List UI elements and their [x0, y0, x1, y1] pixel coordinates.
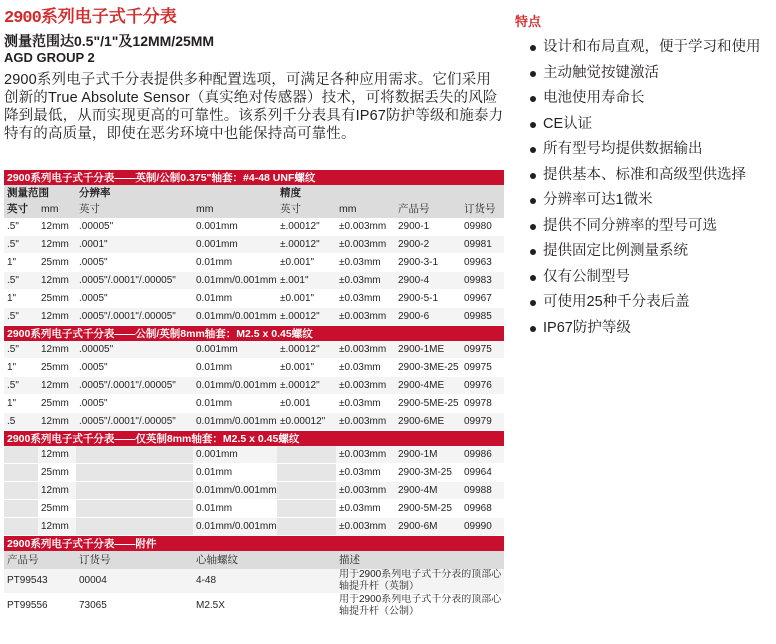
resolution-mm-cell: 0.01mm/0.001mm — [193, 308, 277, 326]
agd-group: AGD GROUP 2 — [4, 50, 95, 65]
range-mm-cell: 12mm — [38, 377, 76, 395]
resolution-mm-cell: 0.01mm/0.001mm — [193, 413, 277, 431]
resolution-inch-cell — [76, 500, 193, 518]
resolution-inch-cell — [76, 518, 193, 536]
accessory-row — [4, 594, 504, 619]
header-inch: 英寸 — [4, 200, 38, 218]
range-inch-cell: .5 — [4, 413, 38, 431]
section-title: 2900系列电子式千分表——英制/公制0.375"轴套：#4-48 UNF螺纹 — [4, 170, 504, 185]
order-number-cell: 09981 — [461, 236, 504, 254]
part-number-cell: 2900-6 — [395, 308, 461, 326]
bullet-icon — [530, 71, 536, 77]
range-inch-cell — [4, 446, 38, 464]
part-number-cell: 2900-4 — [395, 272, 461, 290]
part-number-cell: 2900-3M-25 — [395, 464, 461, 482]
part-number-cell: 2900-1ME — [395, 341, 461, 359]
acc-header-desc: 描述 — [336, 551, 504, 569]
accuracy-inch-cell — [277, 464, 336, 482]
accuracy-mm-cell: ±0.03mm — [336, 464, 395, 482]
resolution-mm-cell: 0.01mm/0.001mm — [193, 377, 277, 395]
bullet-icon — [530, 224, 536, 230]
part-number-cell: 2900-3-1 — [395, 254, 461, 272]
accuracy-mm-cell: ±0.003mm — [336, 446, 395, 464]
accuracy-mm-cell: ±0.003mm — [336, 413, 395, 431]
table-row — [4, 290, 504, 308]
range-inch-cell: .5" — [4, 218, 38, 236]
accuracy-mm-cell: ±0.003mm — [336, 308, 395, 326]
table-row — [4, 308, 504, 326]
feature-item — [515, 191, 771, 210]
range-inch-cell: .5" — [4, 236, 38, 254]
resolution-inch-cell: .0005"/.0001"/.00005" — [76, 413, 193, 431]
resolution-inch-cell: .0005"/.0001"/.00005" — [76, 272, 193, 290]
part-number-cell: 2900-4M — [395, 482, 461, 500]
accessory-description: 用于2900系列电子式千分表的顶部心轴提升杆（公制） — [339, 594, 502, 617]
order-number-cell: 09978 — [461, 395, 504, 413]
header-part-number: 产品号 — [395, 200, 461, 218]
table-row — [4, 395, 504, 413]
resolution-inch-cell: .00005" — [76, 218, 193, 236]
header-accuracy: 精度 — [277, 185, 395, 200]
feature-text: 主动触觉按键激活 — [543, 64, 659, 81]
table-row — [4, 500, 504, 518]
accuracy-inch-cell: ±0.001 — [277, 395, 336, 413]
range-inch-cell: .5" — [4, 272, 38, 290]
feature-item — [515, 89, 771, 108]
order-number-cell: 09988 — [461, 482, 504, 500]
table-row — [4, 218, 504, 236]
resolution-mm-cell: 0.001mm — [193, 236, 277, 254]
resolution-inch-cell: .0005"/.0001"/.00005" — [76, 308, 193, 326]
range-mm-cell: 25mm — [38, 290, 76, 308]
resolution-mm-cell: 0.001mm — [193, 218, 277, 236]
spec-table — [4, 170, 504, 619]
column-group-header — [4, 185, 504, 200]
bullet-icon — [530, 45, 536, 51]
order-number-cell: 09964 — [461, 464, 504, 482]
range-mm-cell: 25mm — [38, 254, 76, 272]
resolution-inch-cell — [76, 464, 193, 482]
part-number-cell: 2900-1M — [395, 446, 461, 464]
order-number-cell: 09967 — [461, 290, 504, 308]
section-header — [4, 431, 504, 447]
range-inch-cell — [4, 518, 38, 536]
features-title: 特点 — [515, 14, 542, 29]
feature-text: 可使用25种千分表后盖 — [543, 294, 690, 310]
feature-item — [515, 293, 771, 312]
range-mm-cell: 12mm — [38, 446, 76, 464]
resolution-mm-cell: 0.01mm — [193, 500, 277, 518]
acc-part-number-cell: PT99556 — [4, 594, 76, 619]
accuracy-inch-cell: ±.00012" — [277, 236, 336, 254]
feature-text: 所有型号均提供数据输出 — [543, 141, 703, 157]
order-number-cell: 09983 — [461, 272, 504, 290]
accuracy-inch-cell: ±.00012" — [277, 341, 336, 359]
header-resolution: 分辨率 — [76, 185, 277, 200]
part-number-cell: 2900-1 — [395, 218, 461, 236]
feature-item — [515, 64, 771, 83]
header-blank — [461, 185, 504, 200]
range-mm-cell: 12mm — [38, 218, 76, 236]
accuracy-mm-cell: ±0.003mm — [336, 482, 395, 500]
accuracy-mm-cell: ±0.03mm — [336, 500, 395, 518]
range-mm-cell: 25mm — [38, 500, 76, 518]
order-number-cell: 09990 — [461, 518, 504, 536]
feature-item — [515, 217, 771, 236]
header-order-number: 订货号 — [461, 200, 504, 218]
resolution-inch-cell: .0001" — [76, 236, 193, 254]
table-row — [4, 236, 504, 254]
accuracy-inch-cell: ±0.001" — [277, 254, 336, 272]
resolution-mm-cell: 0.01mm — [193, 254, 277, 272]
resolution-mm-cell: 0.01mm — [193, 290, 277, 308]
resolution-inch-cell — [76, 446, 193, 464]
accuracy-inch-cell: ±0.001" — [277, 290, 336, 308]
resolution-mm-cell: 0.01mm — [193, 464, 277, 482]
range-mm-cell: 25mm — [38, 464, 76, 482]
range-inch-cell: .5" — [4, 308, 38, 326]
accuracy-mm-cell: ±0.003mm — [336, 218, 395, 236]
feature-item — [515, 319, 771, 338]
range-mm-cell: 12mm — [38, 413, 76, 431]
features-list — [515, 38, 771, 338]
accuracy-mm-cell: ±0.003mm — [336, 377, 395, 395]
bullet-icon — [530, 96, 536, 102]
feature-item — [515, 242, 771, 261]
accuracy-inch-cell — [277, 518, 336, 536]
part-number-cell: 2900-5ME-25 — [395, 395, 461, 413]
acc-description-cell — [336, 594, 504, 619]
resolution-inch-cell: .0005" — [76, 395, 193, 413]
range-mm-cell: 25mm — [38, 359, 76, 377]
accessory-row — [4, 569, 504, 594]
feature-text: 分辨率可达1微米 — [543, 192, 653, 208]
order-number-cell: 09976 — [461, 377, 504, 395]
resolution-mm-cell: 0.01mm/0.001mm — [193, 272, 277, 290]
table-row — [4, 413, 504, 431]
range-inch-cell — [4, 500, 38, 518]
section-title: 2900系列电子式千分表——附件 — [4, 536, 504, 552]
bullet-icon — [530, 275, 536, 281]
range-inch-cell — [4, 464, 38, 482]
feature-text: 设计和布局直观，便于学习和使用 — [543, 39, 761, 55]
header-acc-inch: 英寸 — [277, 200, 336, 218]
table-row — [4, 254, 504, 272]
range-inch-cell — [4, 482, 38, 500]
bullet-icon — [530, 249, 536, 255]
product-intro — [4, 6, 504, 143]
feature-text: 电池使用寿命长 — [543, 90, 645, 106]
feature-item — [515, 38, 771, 57]
table-row — [4, 377, 504, 395]
acc-header-order: 订货号 — [76, 551, 193, 569]
accuracy-mm-cell: ±0.03mm — [336, 290, 395, 308]
feature-text: 提供固定比例测量系统 — [543, 243, 688, 259]
part-number-cell: 2900-5M-25 — [395, 500, 461, 518]
bullet-icon — [530, 147, 536, 153]
feature-item — [515, 115, 771, 134]
range-mm-cell: 12mm — [38, 308, 76, 326]
header-acc-mm: mm — [336, 200, 395, 218]
range-inch-cell: 1" — [4, 395, 38, 413]
header-range: 测量范围 — [4, 185, 76, 200]
resolution-mm-cell: 0.01mm — [193, 395, 277, 413]
section-title: 2900系列电子式千分表——仅英制8mm轴套：M2.5 x 0.45螺纹 — [4, 431, 504, 447]
accessory-column-header — [4, 551, 504, 569]
part-number-cell: 2900-3ME-25 — [395, 359, 461, 377]
bullet-icon — [530, 300, 536, 306]
accuracy-inch-cell: ±.001" — [277, 272, 336, 290]
resolution-mm-cell: 0.01mm/0.001mm — [193, 482, 277, 500]
table-row — [4, 272, 504, 290]
resolution-inch-cell: .0005" — [76, 359, 193, 377]
range-inch-cell: 1" — [4, 254, 38, 272]
accuracy-inch-cell — [277, 446, 336, 464]
range-mm-cell: 12mm — [38, 518, 76, 536]
measurement-range-subtitle: 测量范围达0.5"/1"及12MM/25MM — [4, 33, 215, 49]
header-blank — [395, 185, 461, 200]
accuracy-mm-cell: ±0.003mm — [336, 341, 395, 359]
product-title — [4, 6, 504, 30]
accuracy-inch-cell: ±.00012" — [277, 308, 336, 326]
accuracy-mm-cell: ±0.003mm — [336, 518, 395, 536]
resolution-mm-cell: 0.01mm — [193, 359, 277, 377]
feature-text: CE认证 — [543, 115, 593, 132]
section-header — [4, 326, 504, 342]
acc-thread-cell: M2.5X — [193, 594, 336, 619]
column-header — [4, 200, 504, 218]
range-inch-cell: .5" — [4, 377, 38, 395]
resolution-mm-cell: 0.001mm — [193, 341, 277, 359]
header-res-mm: mm — [193, 200, 277, 218]
feature-text: 提供不同分辨率的型号可选 — [543, 217, 717, 234]
bullet-icon — [530, 326, 536, 332]
feature-item — [515, 140, 771, 159]
accuracy-inch-cell: ±0.001" — [277, 359, 336, 377]
section-title: 2900系列电子式千分表——公制/英制8mm轴套：M2.5 x 0.45螺纹 — [4, 326, 504, 342]
product-model-number: 2900 — [4, 9, 41, 28]
acc-order-number-cell: 73065 — [76, 594, 193, 619]
accuracy-inch-cell: ±0.00012" — [277, 413, 336, 431]
acc-header-thread: 心轴螺纹 — [193, 551, 336, 569]
accuracy-mm-cell: ±0.03mm — [336, 395, 395, 413]
table-row — [4, 482, 504, 500]
part-number-cell: 2900-6ME — [395, 413, 461, 431]
order-number-cell: 09986 — [461, 446, 504, 464]
acc-thread-cell: 4-48 — [193, 569, 336, 594]
order-number-cell: 09975 — [461, 341, 504, 359]
resolution-inch-cell: .00005" — [76, 341, 193, 359]
acc-header-part: 产品号 — [4, 551, 76, 569]
range-mm-cell: 12mm — [38, 341, 76, 359]
table-row — [4, 464, 504, 482]
accessory-description: 用于2900系列电子式千分表的顶部心轴提升杆（英制） — [339, 569, 502, 592]
accuracy-mm-cell: ±0.003mm — [336, 236, 395, 254]
accuracy-inch-cell: ±.00012" — [277, 218, 336, 236]
bullet-icon — [530, 198, 536, 204]
order-number-cell: 09963 — [461, 254, 504, 272]
bullet-icon — [530, 173, 536, 179]
order-number-cell: 09975 — [461, 359, 504, 377]
part-number-cell: 2900-2 — [395, 236, 461, 254]
acc-part-number-cell: PT99543 — [4, 569, 76, 594]
header-res-inch: 英寸 — [76, 200, 193, 218]
part-number-cell: 2900-5-1 — [395, 290, 461, 308]
order-number-cell: 09979 — [461, 413, 504, 431]
accuracy-mm-cell: ±0.03mm — [336, 254, 395, 272]
feature-text: IP67防护等级 — [543, 319, 631, 336]
resolution-mm-cell: 0.001mm — [193, 446, 277, 464]
range-mm-cell: 12mm — [38, 482, 76, 500]
resolution-inch-cell — [76, 482, 193, 500]
accuracy-mm-cell: ±0.03mm — [336, 359, 395, 377]
section-header — [4, 170, 504, 185]
feature-text: 仅有公制型号 — [543, 268, 630, 285]
product-title-text: 系列电子式千分表 — [40, 7, 177, 26]
resolution-inch-cell: .0005" — [76, 254, 193, 272]
part-number-cell: 2900-6M — [395, 518, 461, 536]
accuracy-mm-cell: ±0.03mm — [336, 272, 395, 290]
range-mm-cell: 12mm — [38, 236, 76, 254]
intro-paragraph: 2900系列电子式千分表提供多种配置选项，可满足各种应用需求。它们采用创新的True Absolute Sensor（真实绝对传感器）技术，可将数据丢失的风险降到最低，从而实现更高的可靠性。该系列千分表具有IP67防护等级和施泰力特有的高质量，即使在恶劣环境中也能保持高可靠性。 — [4, 72, 504, 142]
order-number-cell: 09985 — [461, 308, 504, 326]
range-inch-cell: 1" — [4, 359, 38, 377]
order-number-cell: 09968 — [461, 500, 504, 518]
resolution-inch-cell: .0005" — [76, 290, 193, 308]
header-mm: mm — [38, 200, 76, 218]
table-row — [4, 359, 504, 377]
range-inch-cell: 1" — [4, 290, 38, 308]
bullet-icon — [530, 122, 536, 128]
feature-item — [515, 268, 771, 287]
table-row — [4, 341, 504, 359]
accuracy-inch-cell — [277, 482, 336, 500]
table-row — [4, 518, 504, 536]
range-mm-cell: 25mm — [38, 395, 76, 413]
acc-order-number-cell: 00004 — [76, 569, 193, 594]
section-header — [4, 536, 504, 552]
range-mm-cell: 12mm — [38, 272, 76, 290]
table-row — [4, 446, 504, 464]
acc-description-cell — [336, 569, 504, 594]
resolution-mm-cell: 0.01mm/0.001mm — [193, 518, 277, 536]
feature-text: 提供基本、标准和高级型供选择 — [543, 166, 746, 183]
accuracy-inch-cell: ±.00012" — [277, 377, 336, 395]
resolution-inch-cell: .0005"/.0001"/.00005" — [76, 377, 193, 395]
order-number-cell: 09980 — [461, 218, 504, 236]
accuracy-inch-cell — [277, 500, 336, 518]
range-inch-cell: .5" — [4, 341, 38, 359]
features-panel — [515, 14, 771, 344]
feature-item — [515, 166, 771, 185]
part-number-cell: 2900-4ME — [395, 377, 461, 395]
